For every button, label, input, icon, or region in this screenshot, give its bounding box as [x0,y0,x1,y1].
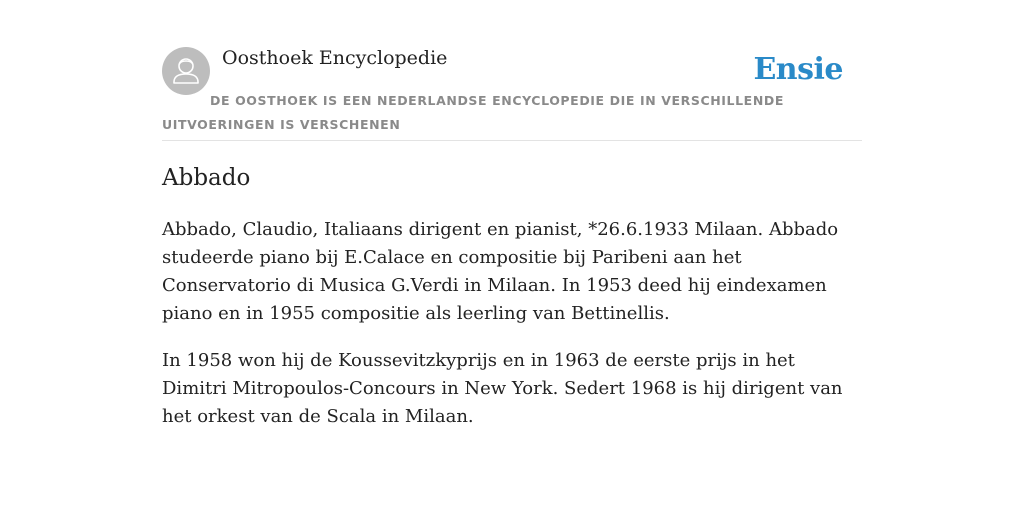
source-title-link[interactable]: Oosthoek Encyclopedie [222,47,448,69]
user-placeholder-icon [162,47,210,95]
article-title: Abbado [162,165,251,191]
source-avatar[interactable] [162,47,210,95]
source-header [162,46,862,141]
ensie-logo[interactable]: Ensie [753,52,843,87]
article-paragraph: Abbado, Claudio, Italiaans dirigent en pianist, *26.6.1933 Milaan. Abbado studeerde piano bij E.Calace en compositie bij Paribeni aan het Conservatorio di Musica G.Verdi in Milaan. In 1953 deed hij eindexamen piano en in 1955 compositie als leerling van Bettinellis. [162,219,839,324]
article [162,160,862,431]
article-paragraph: In 1958 won hij de Koussevitzkyprijs en in 1963 de eerste prijs in het Dimitri Mitropoulos-Concours in New York. Sedert 1968 is hij dirigent van het orkest van de Scala in Milaan. [162,350,843,427]
source-description: DE OOSTHOEK IS EEN NEDERLANDSE ENCYCLOPEDIE DIE IN VERSCHILLENDE UITVOERINGEN IS VERSCHENEN [162,93,784,132]
